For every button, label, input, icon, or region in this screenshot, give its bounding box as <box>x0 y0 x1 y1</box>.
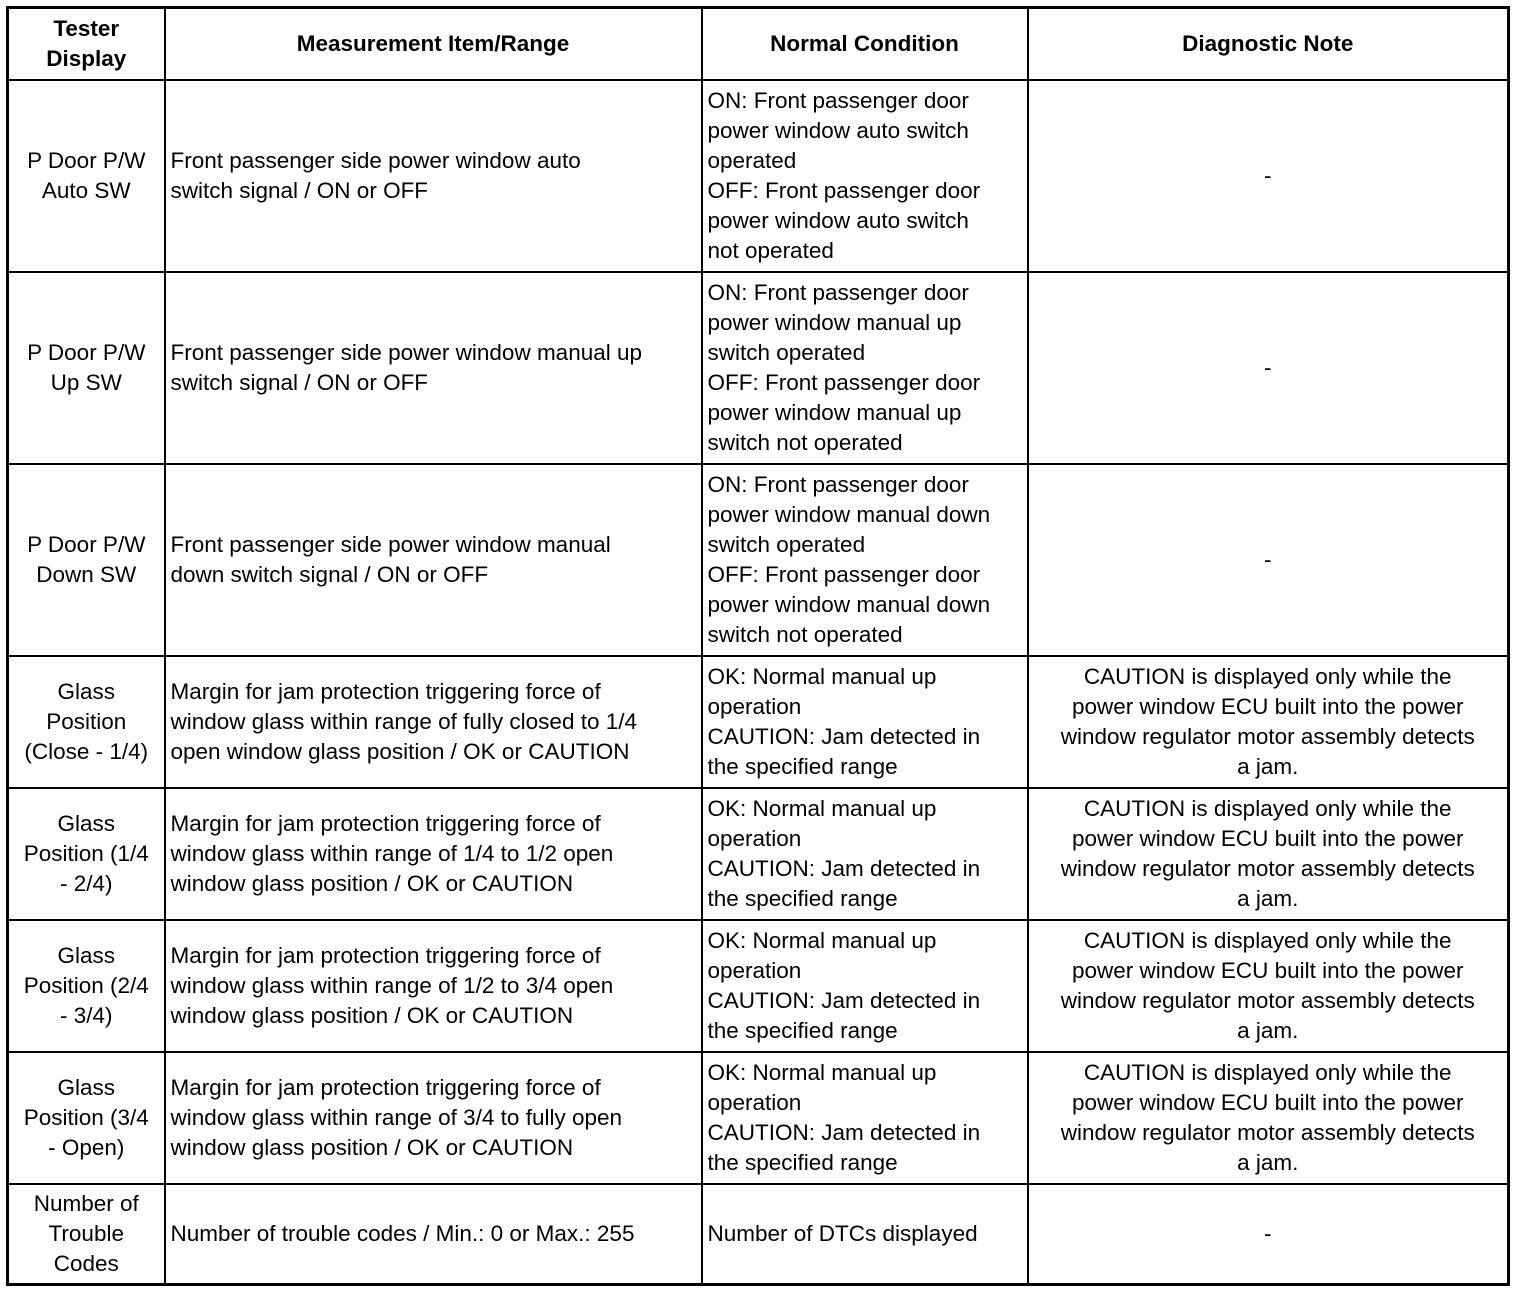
cell-line: Margin for jam protection triggering force of <box>170 811 601 836</box>
cell-line: Front passenger side power window manual up <box>170 340 643 365</box>
cell-line: a jam. <box>1237 1018 1299 1043</box>
header-line: Diagnostic Note <box>1182 31 1354 56</box>
cell-line: a jam. <box>1237 1150 1299 1175</box>
cell-measurement-item <box>165 920 702 1052</box>
cell-line: ON: Front passenger door <box>707 472 969 497</box>
cell-line: OFF: Front passenger door <box>707 370 981 395</box>
cell-line: OK: Normal manual up <box>707 664 937 689</box>
cell-line: power window ECU built into the power <box>1072 958 1464 983</box>
cell-tester-display <box>8 80 165 272</box>
cell-line: window regulator motor assembly detects <box>1060 988 1475 1013</box>
cell-normal-condition <box>702 80 1028 272</box>
cell-line: Glass <box>57 679 115 704</box>
cell-line: window glass within range of 3/4 to fully open <box>170 1105 623 1130</box>
cell-line: switch signal / ON or OFF <box>170 178 429 203</box>
cell-line: a jam. <box>1237 886 1299 911</box>
cell-line: power window manual up <box>707 400 962 425</box>
cell-line: window glass position / OK or CAUTION <box>170 1003 574 1028</box>
cell-tester-display <box>8 656 165 788</box>
table-row <box>8 1052 1509 1184</box>
header-line: Measurement Item/Range <box>296 31 570 56</box>
cell-line: OFF: Front passenger door <box>707 562 981 587</box>
cell-diagnostic-note <box>1028 656 1509 788</box>
cell-line: Up SW <box>50 370 122 395</box>
cell-line: window glass within range of fully closed to 1/4 <box>170 709 638 734</box>
cell-line: window glass within range of 1/2 to 3/4 open <box>170 973 614 998</box>
table-row <box>8 656 1509 788</box>
cell-line: CAUTION is displayed only while the <box>1083 796 1452 821</box>
cell-line: power window ECU built into the power <box>1072 826 1464 851</box>
cell-line: Number of DTCs displayed <box>707 1221 978 1246</box>
cell-measurement-item <box>165 1184 702 1285</box>
cell-line: - <box>1264 547 1272 572</box>
cell-line: - 2/4) <box>59 871 113 896</box>
cell-line: Down SW <box>36 562 137 587</box>
table-row <box>8 788 1509 920</box>
cell-line: CAUTION is displayed only while the <box>1083 664 1452 689</box>
cell-line: CAUTION: Jam detected in <box>707 988 981 1013</box>
cell-line: Number of <box>33 1191 139 1216</box>
cell-line: - Open) <box>48 1135 125 1160</box>
cell-line: CAUTION: Jam detected in <box>707 724 981 749</box>
cell-line: power window manual up <box>707 310 962 335</box>
cell-line: operation <box>707 694 802 719</box>
cell-line: power window ECU built into the power <box>1072 694 1464 719</box>
cell-line: Glass <box>57 811 115 836</box>
cell-line: OK: Normal manual up <box>707 796 937 821</box>
cell-line: (Close - 1/4) <box>24 739 149 764</box>
cell-line: window glass within range of 1/4 to 1/2 open <box>170 841 614 866</box>
cell-measurement-item <box>165 272 702 464</box>
header-row <box>8 8 1509 81</box>
cell-line: Margin for jam protection triggering force of <box>170 943 601 968</box>
cell-line: CAUTION: Jam detected in <box>707 1120 981 1145</box>
cell-line: the specified range <box>707 754 898 779</box>
cell-line: switch not operated <box>707 622 903 647</box>
cell-line: Position (1/4 <box>23 841 149 866</box>
table-header <box>8 8 1509 81</box>
cell-line: power window manual down <box>707 502 991 527</box>
cell-line: P Door P/W <box>27 148 146 173</box>
cell-line: OK: Normal manual up <box>707 1060 937 1085</box>
table-row <box>8 920 1509 1052</box>
cell-line: - <box>1264 355 1272 380</box>
cell-line: P Door P/W <box>27 340 146 365</box>
cell-measurement-item <box>165 80 702 272</box>
cell-line: a jam. <box>1237 754 1299 779</box>
cell-normal-condition <box>702 272 1028 464</box>
cell-diagnostic-note <box>1028 80 1509 272</box>
cell-line: Glass <box>57 943 115 968</box>
cell-measurement-item <box>165 1052 702 1184</box>
data-list-table <box>6 6 1510 1286</box>
header-normal-condition <box>702 8 1028 81</box>
cell-line: Margin for jam protection triggering force of <box>170 679 601 704</box>
cell-line: switch not operated <box>707 430 903 455</box>
header-measurement-item <box>165 8 702 81</box>
cell-normal-condition <box>702 656 1028 788</box>
table-body <box>8 80 1509 1285</box>
cell-line: P Door P/W <box>27 532 146 557</box>
cell-diagnostic-note <box>1028 920 1509 1052</box>
cell-line: Margin for jam protection triggering force of <box>170 1075 601 1100</box>
cell-line: down switch signal / ON or OFF <box>170 562 489 587</box>
cell-line: Position (2/4 <box>23 973 149 998</box>
cell-line: window glass position / OK or CAUTION <box>170 1135 574 1160</box>
cell-line: ON: Front passenger door <box>707 88 969 113</box>
cell-tester-display <box>8 272 165 464</box>
cell-line: Codes <box>53 1251 119 1276</box>
cell-line: the specified range <box>707 1018 898 1043</box>
cell-line: operation <box>707 1090 802 1115</box>
cell-line: switch signal / ON or OFF <box>170 370 429 395</box>
cell-diagnostic-note <box>1028 1184 1509 1285</box>
cell-tester-display <box>8 464 165 656</box>
cell-line: power window auto switch <box>707 208 969 233</box>
cell-line: window regulator motor assembly detects <box>1060 856 1475 881</box>
cell-line: switch operated <box>707 340 866 365</box>
cell-line: Position (3/4 <box>23 1105 149 1130</box>
cell-line: window glass position / OK or CAUTION <box>170 871 574 896</box>
cell-tester-display <box>8 1184 165 1285</box>
cell-line: - <box>1264 163 1272 188</box>
cell-line: operated <box>707 148 797 173</box>
header-line: Display <box>46 46 127 71</box>
table-row <box>8 80 1509 272</box>
cell-line: power window ECU built into the power <box>1072 1090 1464 1115</box>
cell-measurement-item <box>165 788 702 920</box>
cell-line: window regulator motor assembly detects <box>1060 1120 1475 1145</box>
cell-normal-condition <box>702 1184 1028 1285</box>
table-row <box>8 272 1509 464</box>
cell-tester-display <box>8 920 165 1052</box>
cell-line: CAUTION: Jam detected in <box>707 856 981 881</box>
cell-line: CAUTION is displayed only while the <box>1083 928 1452 953</box>
cell-normal-condition <box>702 1052 1028 1184</box>
cell-measurement-item <box>165 464 702 656</box>
cell-line: Front passenger side power window auto <box>170 148 581 173</box>
cell-line: - 3/4) <box>59 1003 113 1028</box>
cell-line: switch operated <box>707 532 866 557</box>
cell-line: operation <box>707 958 802 983</box>
cell-normal-condition <box>702 788 1028 920</box>
cell-line: Number of trouble codes / Min.: 0 or Max.: 255 <box>170 1221 635 1246</box>
cell-line: Auto SW <box>41 178 131 203</box>
cell-line: power window auto switch <box>707 118 969 143</box>
cell-line: the specified range <box>707 886 898 911</box>
cell-line: OK: Normal manual up <box>707 928 937 953</box>
cell-tester-display <box>8 788 165 920</box>
header-line: Tester <box>53 16 120 41</box>
header-diagnostic-note <box>1028 8 1509 81</box>
cell-line: Front passenger side power window manual <box>170 532 611 557</box>
cell-diagnostic-note <box>1028 464 1509 656</box>
cell-line: CAUTION is displayed only while the <box>1083 1060 1452 1085</box>
cell-line: Position <box>46 709 127 734</box>
cell-diagnostic-note <box>1028 1052 1509 1184</box>
cell-line: Trouble <box>48 1221 124 1246</box>
cell-line: power window manual down <box>707 592 991 617</box>
cell-normal-condition <box>702 920 1028 1052</box>
cell-measurement-item <box>165 656 702 788</box>
cell-diagnostic-note <box>1028 272 1509 464</box>
header-tester-display <box>8 8 165 81</box>
header-line: Normal Condition <box>770 31 959 56</box>
cell-line: Glass <box>57 1075 115 1100</box>
table-row <box>8 1184 1509 1285</box>
cell-line: the specified range <box>707 1150 898 1175</box>
cell-line: window regulator motor assembly detects <box>1060 724 1475 749</box>
cell-line: operation <box>707 826 802 851</box>
cell-line: open window glass position / OK or CAUTION <box>170 739 630 764</box>
cell-line: OFF: Front passenger door <box>707 178 981 203</box>
table-row <box>8 464 1509 656</box>
cell-line: ON: Front passenger door <box>707 280 969 305</box>
cell-normal-condition <box>702 464 1028 656</box>
cell-tester-display <box>8 1052 165 1184</box>
cell-line: - <box>1264 1221 1272 1246</box>
cell-diagnostic-note <box>1028 788 1509 920</box>
cell-line: not operated <box>707 238 834 263</box>
